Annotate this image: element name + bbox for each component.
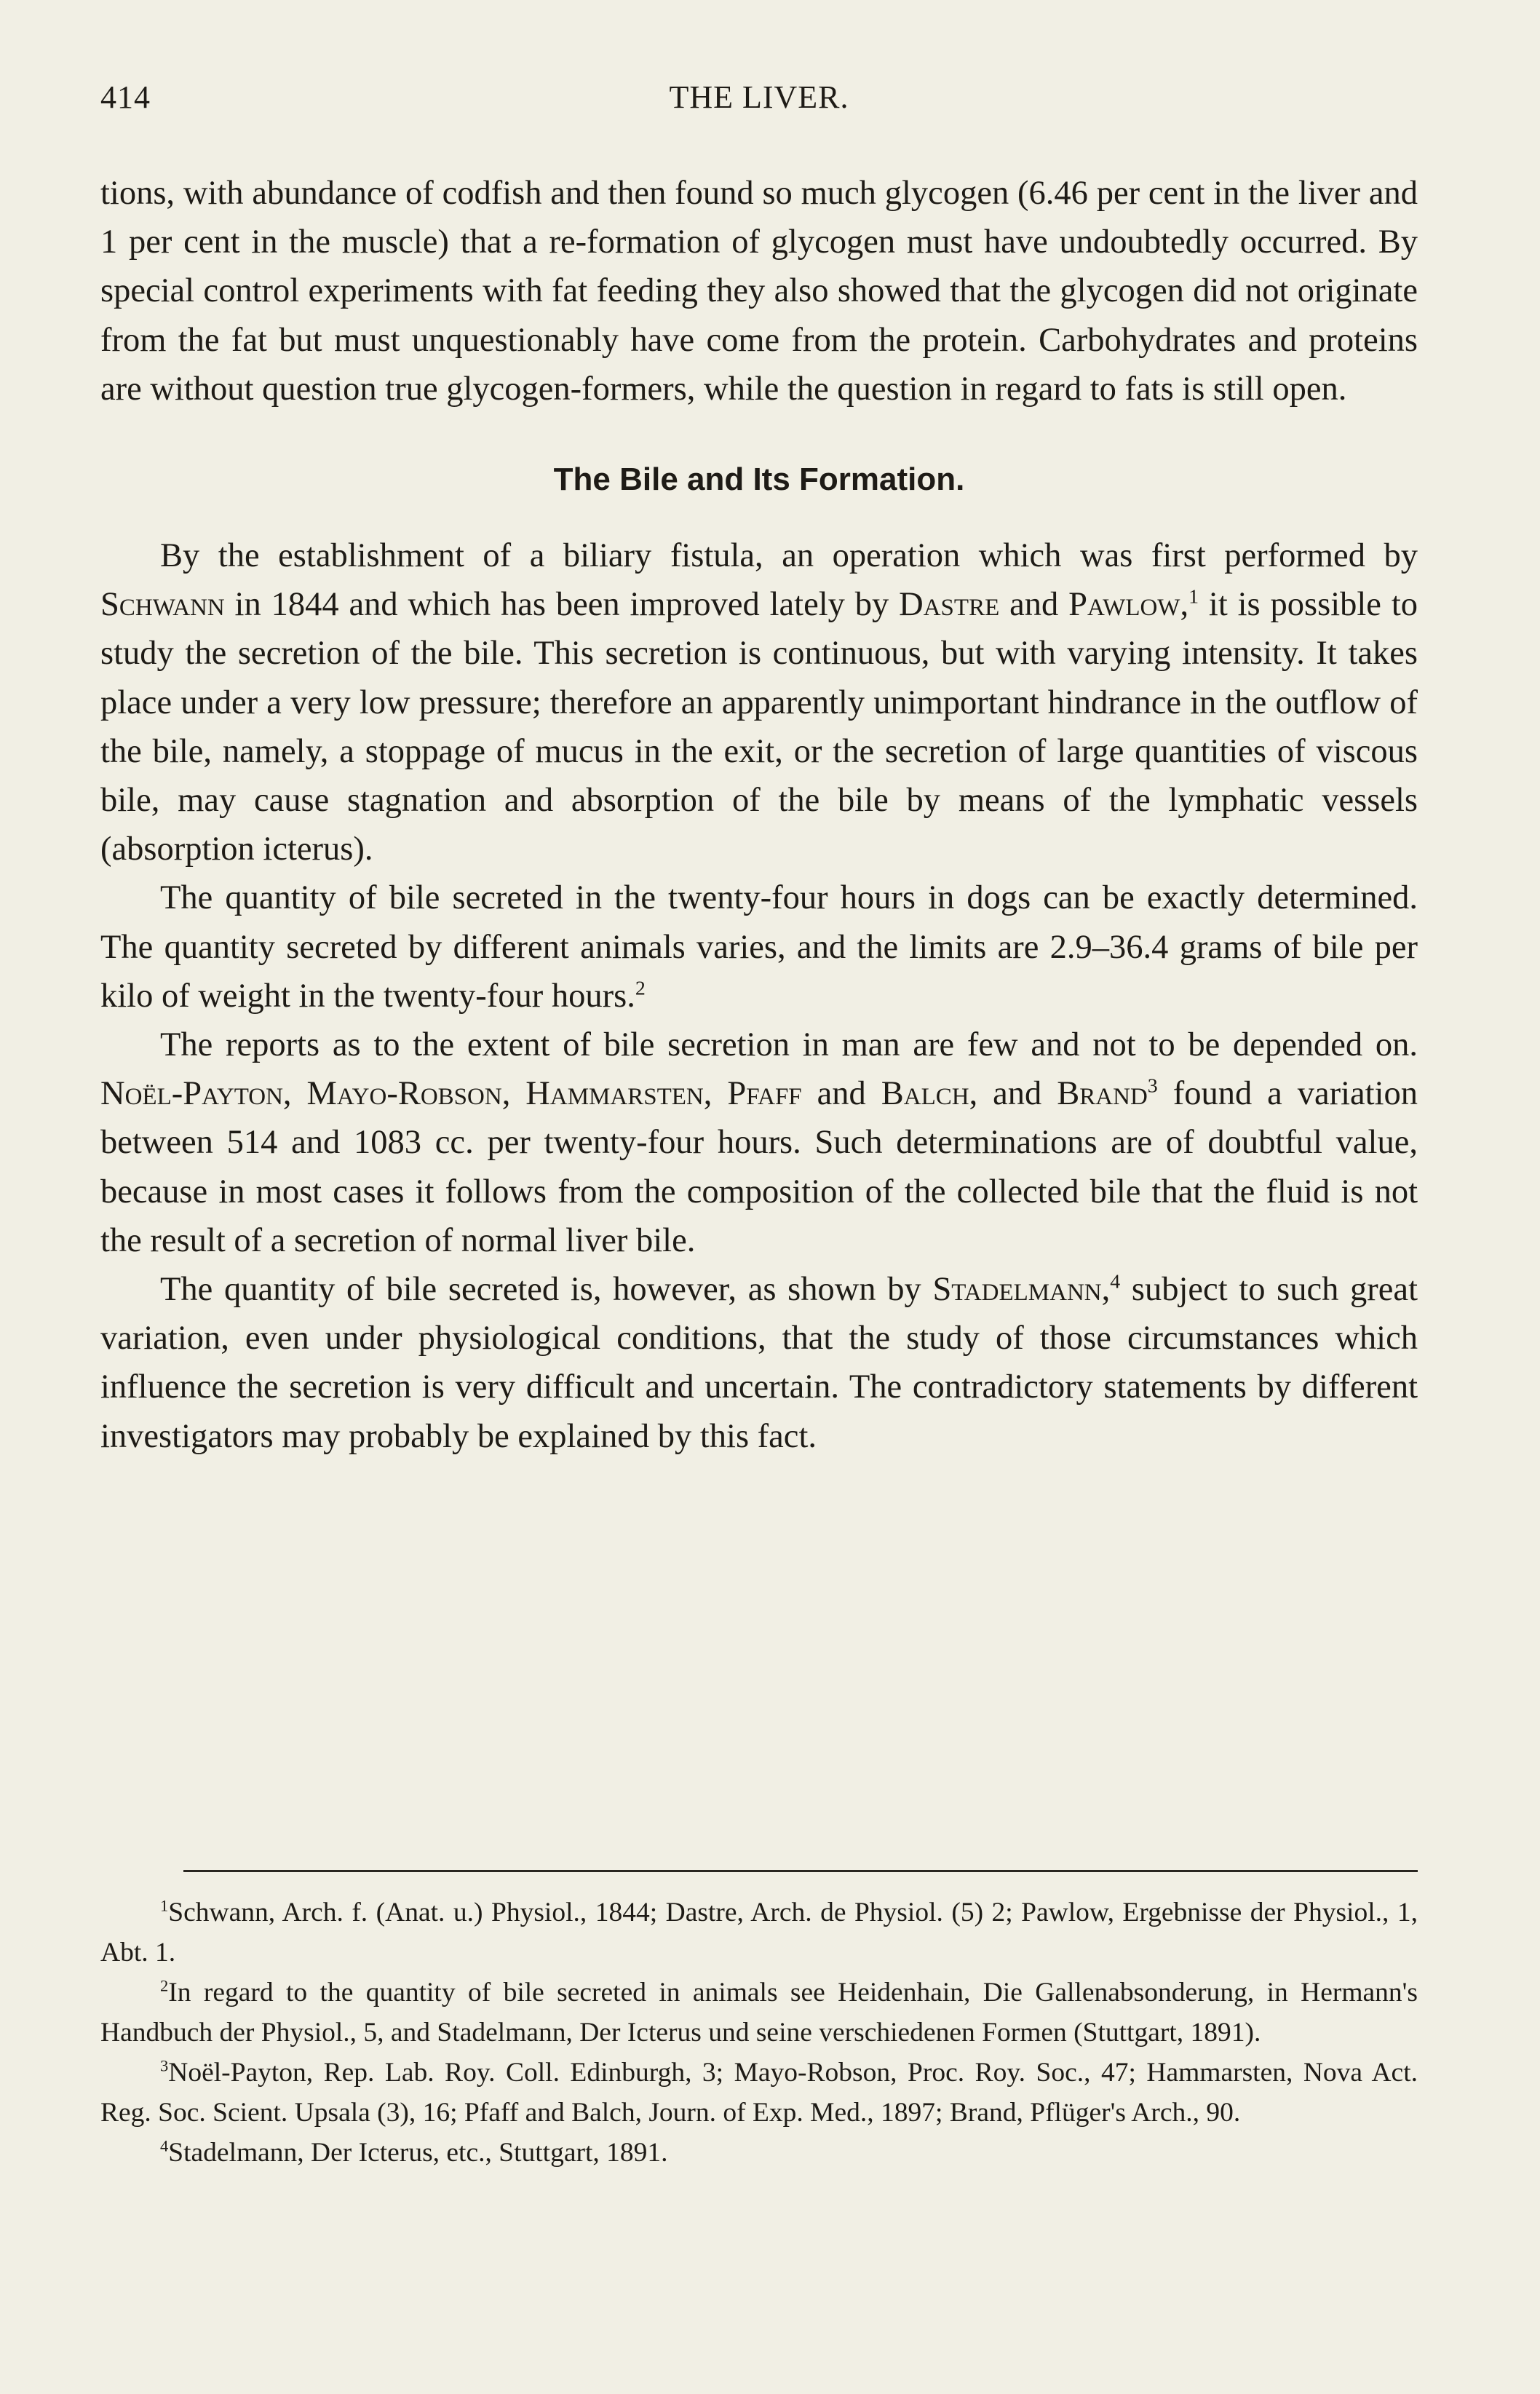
footnote-text: Noël-Payton, Rep. Lab. Roy. Coll. Edinburgh, 3; Mayo-Robson, Proc. Roy. Soc., 47; Hammarsten, Nova Act. Reg. Soc. Scient. Upsala (3), 16; Pfaff and Balch, Journ. of Exp. Med., 1897; Brand, Pflüger's Arch., 90. [100,2058,1418,2128]
paragraph-bile-variation [100,1265,1418,1461]
paragraph-bile-quantity-dogs [100,873,1418,1020]
author-name-balch: Balch, [881,1075,978,1113]
paragraph-glycogen-formers: tions, with abundance of codfish and then found so much glycogen (6.46 per cent in the liver and 1 per cent in the muscle) that a re-formation of glycogen must have undoubtedly occurred. By special control experiments with fat feeding they also showed that the glycogen did not originate from the fat but must unquestionably have come from the protein. Carbohydrates and proteins are without question true glycogen-formers, while the question in regard to fats is still open. [100,175,1418,408]
text-run: The reports as to the extent of bile secretion in man are few and not to be depended on. [160,1026,1418,1064]
footnote-ref-3: 3 [1147,1074,1158,1098]
author-name-hammarsten: Hammarsten, [525,1075,713,1113]
footnote-ref-1: 1 [1188,585,1199,609]
running-head [100,79,1418,122]
footnote-marker: 2 [160,1976,169,1995]
footnote-divider [183,1870,1418,1872]
text-run: and [977,1075,1057,1113]
running-head-title: THE LIVER. [669,79,849,115]
author-name-stadelmann: Stadelmann, [932,1271,1111,1309]
text-run: subject to such great variation, even under physiological conditions, that the study of those circumstances which influence the secretion is very difficult and uncertain. The contradictory statements by different investigators may probably be explained by this fact. [100,1271,1418,1455]
text-run: By the establishment of a biliary fistula, an operation which was first performed by [160,537,1418,575]
footnote-1 [100,1892,1418,1973]
footnote-marker: 3 [160,2056,169,2075]
footnote-text: In regard to the quantity of bile secreted in animals see Heidenhain, Die Gallenabsonderung, in Hermann's Handbuch der Physiol., 5, and Stadelmann, Der Icterus und seine verschiedenen Formen (Stuttgart, 1891). [100,1978,1418,2048]
footnotes [100,1892,1418,2173]
text-run: and [801,1075,881,1113]
footnote-text: Schwann, Arch. f. (Anat. u.) Physiol., 1844; Dastre, Arch. de Physiol. (5) 2; Pawlow, Ergebnisse der Physiol., 1, Abt. 1. [100,1898,1418,1967]
paragraph-bile-secretion-man [100,1020,1418,1265]
author-name-brand: Brand [1057,1075,1148,1113]
text-run: found a variation between 514 and 1083 cc. per twenty-four hours. Such determinations are of doubtful value, because in most cases it follows from the composition of the collected bile that the fluid is not the result of a secretion of normal liver bile. [100,1075,1418,1259]
footnote-text: Stadelmann, Der Icterus, etc., Stuttgart, 1891. [168,2138,668,2168]
paragraph-biliary-fistula [100,531,1418,873]
author-name-noel-payton: Noël-Payton, [100,1075,292,1113]
author-name-dastre: Dastre [899,586,1000,624]
author-name-schwann: Schwann [100,586,225,624]
section-heading: The Bile and Its Formation. [553,461,965,498]
text-run: The quantity of bile secreted in the twenty-four hours in dogs can be exactly determined. The quantity secreted by different animals varies, and the limits are 2.9–36.4 grams of bile per kilo of weight in the twenty-four hours. [100,879,1418,1015]
footnote-2 [100,1973,1418,2053]
text-run: in 1844 and which has been improved lately by [224,586,900,624]
footnote-3 [100,2053,1418,2133]
footnote-marker: 4 [160,2136,169,2155]
footnote-4 [100,2133,1418,2173]
body-text [100,169,1418,1461]
footnote-ref-4: 4 [1110,1270,1121,1293]
text-run: The quantity of bile secreted is, however, as shown by [160,1271,933,1309]
footnote-ref-2: 2 [635,977,646,1000]
page-number: 414 [100,79,151,115]
author-name-pawlow: Pawlow, [1068,586,1189,624]
footnote-marker: 1 [160,1896,169,1915]
author-name-pfaff: Pfaff [727,1075,802,1113]
text-run: and [999,586,1069,624]
author-name-mayo-robson: Mayo-Robson, [306,1075,511,1113]
text-run: it is possible to study the secretion of the bile. This secretion is continuous, but with varying intensity. It takes place under a very low pressure; therefore an apparently unimportant hindrance in the outflow of the bile, namely, a stoppage of mucus in the exit, or the secretion of large quantities of viscous bile, may cause stagnation and absorption of the bile by means of the lymphatic vessels (absorption icterus). [100,586,1418,868]
